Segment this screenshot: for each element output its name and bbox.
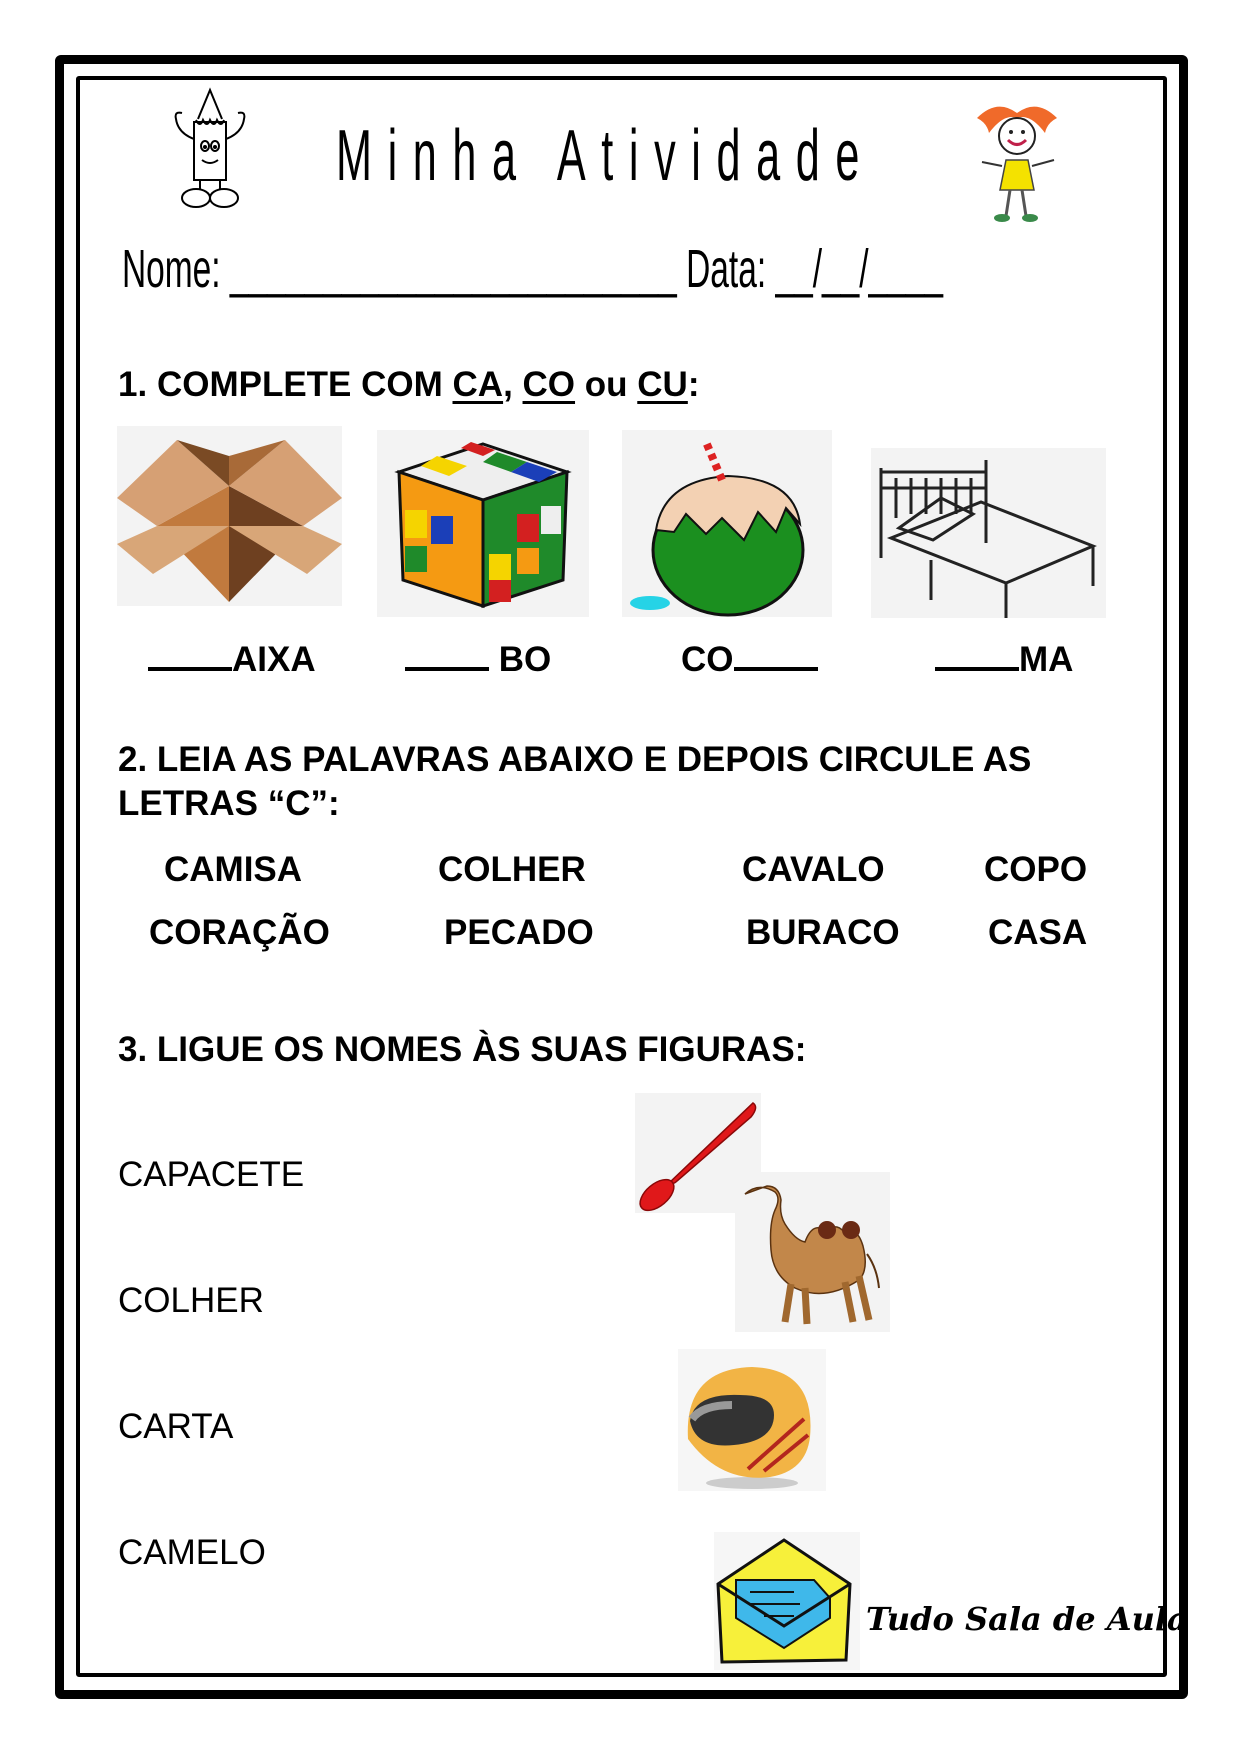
answer-blank[interactable]: [148, 641, 232, 671]
word-item[interactable]: BURACO: [746, 913, 900, 952]
name-label: Nome:: [122, 239, 221, 299]
word-item[interactable]: CAMISA: [164, 850, 303, 889]
word-item[interactable]: PECADO: [444, 913, 594, 952]
coconut-icon: [622, 430, 832, 617]
match-name-item[interactable]: CAPACETE: [118, 1155, 305, 1194]
date-field[interactable]: __/__/____: [775, 239, 944, 299]
fill-word-caixa: AIXA: [148, 640, 316, 680]
rubik-cube-icon: [377, 430, 589, 617]
answer-blank[interactable]: [935, 641, 1019, 671]
word-item[interactable]: CASA: [988, 913, 1088, 952]
section1-title: 1. COMPLETE COM CA, CO ou CU:: [118, 365, 700, 404]
fill-word-cubo: BO: [405, 640, 551, 680]
helmet-icon[interactable]: [678, 1349, 826, 1491]
answer-blank[interactable]: [734, 641, 818, 671]
word-item[interactable]: COLHER: [438, 850, 586, 889]
section2-title: 2. LEIA AS PALAVRAS ABAIXO E DEPOIS CIRCULE AS LETRAS “C”:: [118, 740, 1032, 823]
bed-icon: [871, 448, 1106, 618]
envelope-letter-icon[interactable]: [714, 1532, 860, 1670]
name-date-row: [122, 238, 1122, 298]
section3-title: 3. LIGUE OS NOMES ÀS SUAS FIGURAS:: [118, 1030, 807, 1069]
match-name-item[interactable]: CARTA: [118, 1407, 234, 1446]
girl-character-icon: [962, 98, 1072, 228]
camel-icon[interactable]: [735, 1172, 890, 1332]
cardboard-box-icon: [117, 426, 342, 606]
page-title: Minha Atividade: [336, 116, 875, 196]
word-item[interactable]: COPO: [984, 850, 1088, 889]
fill-word-coco: CO: [681, 640, 818, 680]
date-label: Data:: [686, 239, 767, 299]
pencil-character-icon: [158, 84, 263, 219]
fill-word-cama: MA: [935, 640, 1073, 680]
match-name-item[interactable]: COLHER: [118, 1281, 264, 1320]
signature-watermark: Tudo Sala de Aula: [866, 1600, 1188, 1638]
word-item[interactable]: CORAÇÃO: [149, 913, 330, 952]
match-name-item[interactable]: CAMELO: [118, 1533, 266, 1572]
answer-blank[interactable]: [405, 641, 489, 671]
word-item[interactable]: CAVALO: [742, 850, 885, 889]
name-field[interactable]: ________________________: [229, 239, 677, 299]
